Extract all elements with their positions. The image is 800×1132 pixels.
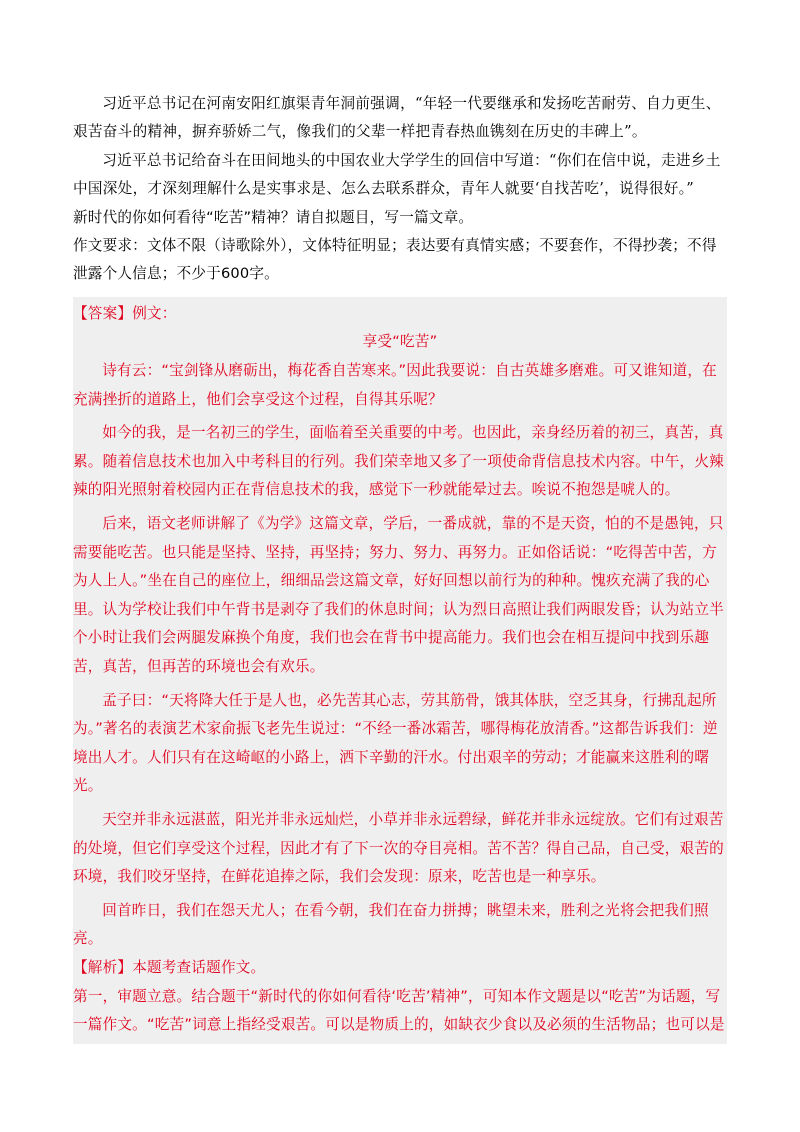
answer-section <box>73 297 727 1044</box>
essay-paragraph: 后来，语文老师讲解了《为学》这篇文章，学后，一番成就，靠的不是天资，怕的不是愚钝，只需要能吃苦。也只能是坚持、坚持，再坚持；努力、努力、再努力。正如俗话说：“吃得苦中苦，方为人上人。”坐在自己的座位上，细细品尝这篇文章，好好回想以前行为的种种。愧疚充满了我的心里。认为学校让我们中午背书是剥夺了我们的休息时间；认为烈日高照让我们两眼发昏；认为站立半个小时让我们会两腿发麻换个角度，我们也会在背书中提高能力。我们也会在相互提问中找到乐趣苦，真苦，但再苦的环境也会有欢乐。 <box>73 515 724 675</box>
prompt-question: 新时代的你如何看待“吃苦”精神？请自拟题目，写一篇文章。 <box>73 208 474 226</box>
essay-paragraph: 孟子曰：“天将降大任于是人也，必先苦其心志，劳其筋骨，饿其体肤，空乏其身，行拂乱起所为。”著名的表演艺术家俞振飞老先生说过：“不经一番冰霜苦，哪得梅花放清香。”这都告诉我们：逆境出人才。人们只有在这崎岖的小路上，洒下辛勤的汗水。付出艰辛的劳动；才能赢来这胜利的曙光。 <box>73 691 718 795</box>
essay-paragraph: 诗有云：“宝剑锋从磨砺出，梅花香自苦寒来。”因此我要说：自古英雄多磨难。可又谁知道，在充满挫折的道路上，他们会享受这个过程，自得其乐呢？ <box>73 362 717 408</box>
essay-paragraph: 回首昨日，我们在怨天尤人；在看今朝，我们在奋力拼搏；眺望未来，胜利之光将会把我们照亮。 <box>73 901 709 948</box>
analysis-label-suffix: 本题考查话题作文。 <box>132 958 266 976</box>
analysis-heading <box>73 954 727 983</box>
essay-title: 享受“吃苦” <box>362 333 438 351</box>
analysis-label: 【解析】 <box>73 958 133 976</box>
prompt-paragraph-2: 习近平总书记给奋斗在田间地头的中国农业大学学生的回信中写道：“你们在信中说，走进乡土中国深处，才深刻理解什么是实事求是、怎么去联系群众，青年人就要‘自找苦吃’，说得很好。” <box>73 151 721 198</box>
essay-prompt <box>73 90 727 289</box>
document-content <box>73 90 727 1044</box>
answer-label-suffix: 例文： <box>132 304 177 322</box>
prompt-requirement: 作文要求：文体不限（诗歌除外），文体特征明显；表达要有真情实感；不要套作，不得抄袭；不得泄露个人信息；不少于600字。 <box>73 237 717 283</box>
prompt-paragraph-1: 习近平总书记在河南安阳红旗渠青年洞前强调，“年轻一代要继承和发扬吃苦耐劳、自力更生、艰苦奋斗的精神，摒弃骄娇二气，像我们的父辈一样把青春热血镌刻在历史的丰碑上”。 <box>73 95 721 141</box>
answer-heading <box>73 300 727 329</box>
analysis-paragraph-1: 第一，审题立意。结合题干“新时代的你如何看待‘吃苦’精神”，可知本作文题是以“吃苦”为话题，写一篇作文。“吃苦”词意上指经受艰苦。可以是物质上的，如缺衣少食以及必须的生活物品；也可以是 <box>73 987 725 1034</box>
essay-paragraph: 天空并非永远湛蓝，阳光并非永远灿烂，小草并非永远碧绿，鲜花并非永远绽放。它们有过艰苦的处境，但它们享受这个过程，因此才有了下一次的夺目亮相。苦不苦？得自己品，自己受，艰苦的环境，我们咬牙坚持，在鲜花追捧之际，我们会发现：原来，吃苦也是一种享乐。 <box>73 810 724 886</box>
essay-paragraph: 如今的我，是一名初三的学生，面临着至关重要的中考。也因此，亲身经历着的初三，真苦，真累。随着信息技术也加入中考科目的行列。我们荣幸地又多了一项使命背信息技术内容。中午，火辣辣的阳光照射着校园内正在背信息技术的我，感觉下一秒就能晕过去。唉说不抱怨是唬人的。 <box>73 424 724 499</box>
answer-label: 【答案】 <box>73 304 133 322</box>
